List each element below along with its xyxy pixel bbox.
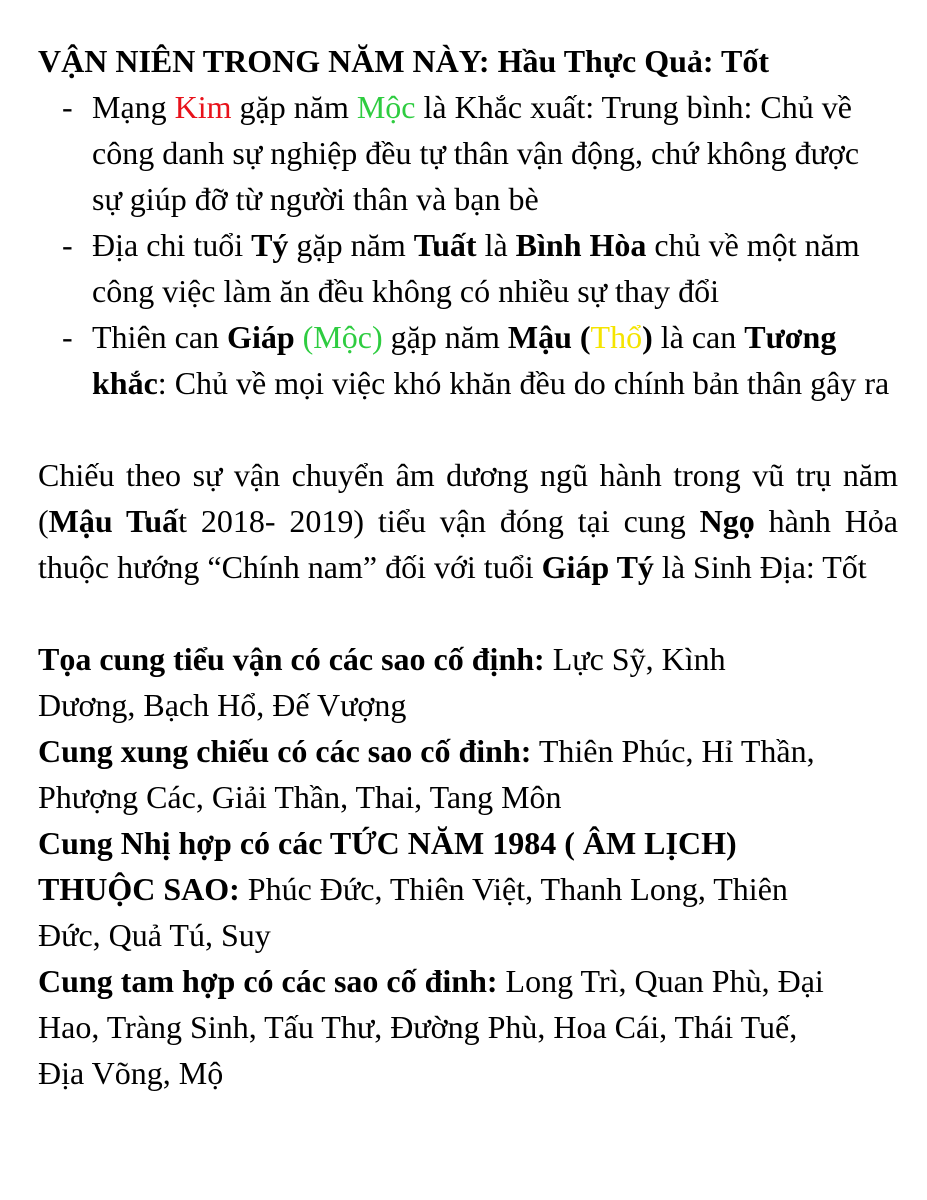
toa-cung-stars: Lực Sỹ, Kình — [544, 641, 726, 677]
paragraph-text: là Sinh Địa: Tốt — [653, 549, 867, 585]
stem-mau: Mậu — [507, 319, 572, 355]
paragraph-text: hành Hỏa thuộc hướng “Chính nam” đối với tuổi — [38, 503, 899, 585]
xung-chieu-label: Cung xung chiếu có các sao cố đinh: — [38, 733, 532, 769]
paragraph-text: Chiếu theo sự vận chuyển âm dương ngũ hành trong vũ trụ năm ( — [38, 457, 898, 539]
element-tho: Thổ — [590, 319, 643, 355]
element-relation-list — [62, 84, 892, 406]
paren-close: ) — [642, 319, 653, 355]
element-moc: Mộc — [356, 89, 416, 125]
tam-hop-line-2: Hao, Tràng Sinh, Tấu Thư, Đường Phù, Hoa Cái, Thái Tuế, — [38, 1009, 798, 1045]
item-text: Địa chi tuổi — [92, 227, 252, 263]
item-text: là can — [652, 319, 745, 355]
item-text: Thiên can — [92, 319, 228, 355]
item-text: gặp năm — [231, 89, 357, 125]
tam-hop-line-1 — [38, 958, 898, 1004]
xung-chieu-line-2: Phượng Các, Giải Thần, Thai, Tang Môn — [38, 779, 562, 815]
item-text: là — [476, 227, 516, 263]
relation-tuong-khac: Tương khắc — [92, 319, 837, 401]
heading-result: Hầu Thực Quả: Tốt — [497, 43, 769, 79]
bullet-dash: - — [62, 227, 73, 263]
item-text: gặp năm — [288, 227, 414, 263]
tam-hop-line-3: Địa Võng, Mộ — [38, 1055, 224, 1091]
item-text: chủ về một năm công việc làm ăn đều không có nhiều sự thay đổi — [92, 227, 860, 309]
nhi-hop-line-3: Đức, Quả Tú, Suy — [38, 917, 271, 953]
toa-cung-section — [38, 636, 898, 728]
tam-hop-section — [38, 958, 898, 1096]
paragraph-text: t 2018- 2019) tiểu vận đóng tại cung — [178, 503, 700, 539]
age-giap-ty: Giáp Tý — [541, 549, 654, 585]
xung-chieu-section — [38, 728, 898, 820]
list-item-dia-chi — [62, 222, 892, 314]
xung-chieu-line-1 — [38, 728, 898, 774]
toa-cung-line-2: Dương, Bạch Hổ, Đế Vượng — [38, 687, 407, 723]
relation-binh-hoa: Bình Hòa — [515, 227, 647, 263]
element-moc-paren: (Mộc) — [302, 319, 383, 355]
nhi-hop-label: THUỘC SAO: — [38, 871, 240, 907]
palace-ngo: Ngọ — [699, 503, 755, 539]
zodiac-tuat: Tuất — [413, 227, 477, 263]
element-kim: Kim — [174, 89, 232, 125]
item-text: gặp năm — [382, 319, 508, 355]
zodiac-ty: Tý — [251, 227, 289, 263]
list-item-menh — [62, 84, 892, 222]
item-text: Mạng — [92, 89, 175, 125]
toa-cung-label: Tọa cung tiểu vận có các sao cố định: — [38, 641, 545, 677]
nhi-hop-stars: Phúc Đức, Thiên Việt, Thanh Long, Thiên — [239, 871, 788, 907]
item-text: : Chủ về mọi việc khó khăn đều do chính bản thân gây ra — [157, 365, 890, 401]
tam-hop-stars: Long Trì, Quan Phù, Đại — [497, 963, 824, 999]
item-text — [295, 319, 303, 355]
item-text: là Khắc xuất: Trung bình: Chủ về công danh sự nghiệp đều tự thân vận động, chứ không được sự giúp đỡ từ người thân và bạn bè — [92, 89, 860, 217]
yearly-luck-paragraph — [38, 452, 898, 590]
xung-chieu-stars: Thiên Phúc, Hỉ Thần, — [531, 733, 815, 769]
toa-cung-line-1 — [38, 636, 898, 682]
heading-prefix: VẬN NIÊN TRONG NĂM NÀY: — [38, 43, 498, 79]
nhi-hop-section — [38, 820, 898, 958]
nhi-hop-line-2 — [38, 866, 898, 912]
nhi-hop-line-1: Cung Nhị hợp có các TỨC NĂM 1984 ( ÂM LỊCH) — [38, 825, 737, 861]
bullet-dash: - — [62, 89, 73, 125]
year-mau-tuat: Mậu Tuấ — [48, 503, 179, 539]
list-item-thien-can — [62, 314, 892, 406]
stem-giap: Giáp — [227, 319, 295, 355]
tam-hop-label: Cung tam hợp có các sao cố đinh: — [38, 963, 498, 999]
page-heading — [38, 38, 769, 84]
paren-open: ( — [571, 319, 591, 355]
bullet-dash: - — [62, 319, 73, 355]
